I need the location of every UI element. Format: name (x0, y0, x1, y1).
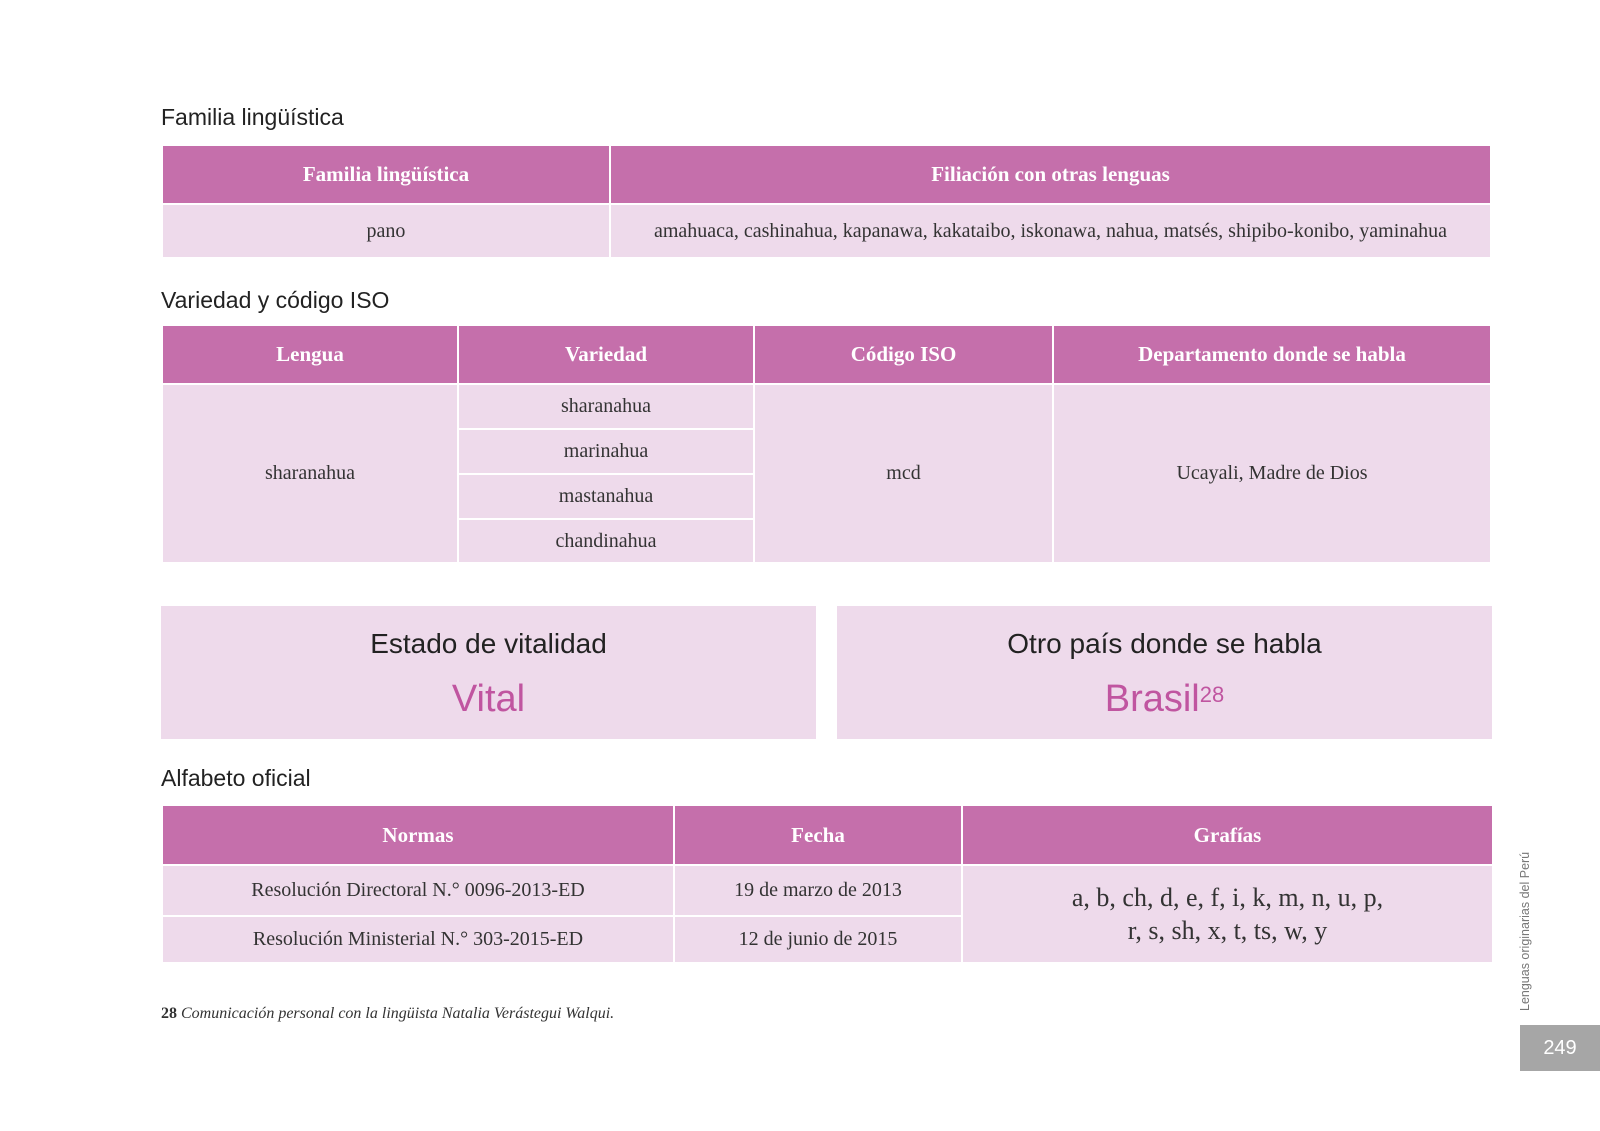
other-country-value: Brasil (1104, 678, 1200, 720)
alphabet-table-header-graphies: Grafías (963, 806, 1492, 864)
family-table-cell-family: pano (163, 205, 609, 257)
family-table-header-family: Familia lingüística (163, 146, 609, 203)
other-country-footnote-ref: 28 (1199, 682, 1225, 707)
variety-table-cell-variety: marinahua (459, 430, 753, 473)
variety-table-cell-variety: chandinahua (459, 520, 753, 562)
family-table-header-affiliation: Filiación con otras lenguas (611, 146, 1490, 203)
variety-table (163, 326, 1490, 562)
alphabet-table-header-date: Fecha (675, 806, 961, 864)
alphabet-table-cell-date: 12 de junio de 2015 (675, 917, 961, 962)
vitality-value: Vital (451, 678, 526, 720)
alphabet-table-cell-norm: Resolución Directoral N.° 0096-2013-ED (163, 866, 673, 915)
variety-heading: Variedad y código ISO (161, 287, 390, 313)
other-country-label: Otro país donde se habla (1007, 628, 1322, 659)
alphabet-table-cell-date: 19 de marzo de 2013 (675, 866, 961, 915)
alphabet-table-cell-norm: Resolución Ministerial N.° 303-2015-ED (163, 917, 673, 962)
alphabet-table-cell-graphies: a, b, ch, d, e, f, i, k, m, n, u, p, r, s, sh, x, t, ts, w, y (963, 866, 1492, 962)
side-running-title: Lenguas originarias del Perú (1518, 851, 1532, 1011)
variety-table-header-variety: Variedad (459, 326, 753, 383)
variety-table-header-department: Departamento donde se habla (1054, 326, 1490, 383)
alphabet-table-header-norms: Normas (163, 806, 673, 864)
variety-table-cell-variety: mastanahua (459, 475, 753, 518)
family-heading: Familia lingüística (161, 104, 344, 130)
other-country-box (837, 606, 1492, 739)
variety-table-cell-language: sharanahua (163, 385, 457, 562)
vitality-box (161, 606, 816, 739)
family-table-cell-affiliation: amahuaca, cashinahua, kapanawa, kakataibo, iskonawa, nahua, matsés, shipibo-konibo, yaminahua (611, 205, 1490, 257)
vitality-label: Estado de vitalidad (370, 628, 607, 659)
variety-table-cell-department: Ucayali, Madre de Dios (1054, 385, 1490, 562)
variety-table-header-iso: Código ISO (755, 326, 1052, 383)
footnote (161, 1005, 614, 1023)
variety-table-cell-iso: mcd (755, 385, 1052, 562)
variety-table-header-language: Lengua (163, 326, 457, 383)
footnote-text: Comunicación personal con la lingüista Natalia Verástegui Walqui. (181, 1005, 615, 1022)
variety-table-cell-variety: sharanahua (459, 385, 753, 428)
other-country-value-wrap (837, 676, 1492, 722)
alphabet-heading: Alfabeto oficial (161, 765, 311, 791)
alphabet-table (163, 806, 1492, 962)
footnote-number: 28 (161, 1005, 177, 1022)
page-number: 249 (1520, 1025, 1600, 1071)
family-table (163, 146, 1490, 257)
